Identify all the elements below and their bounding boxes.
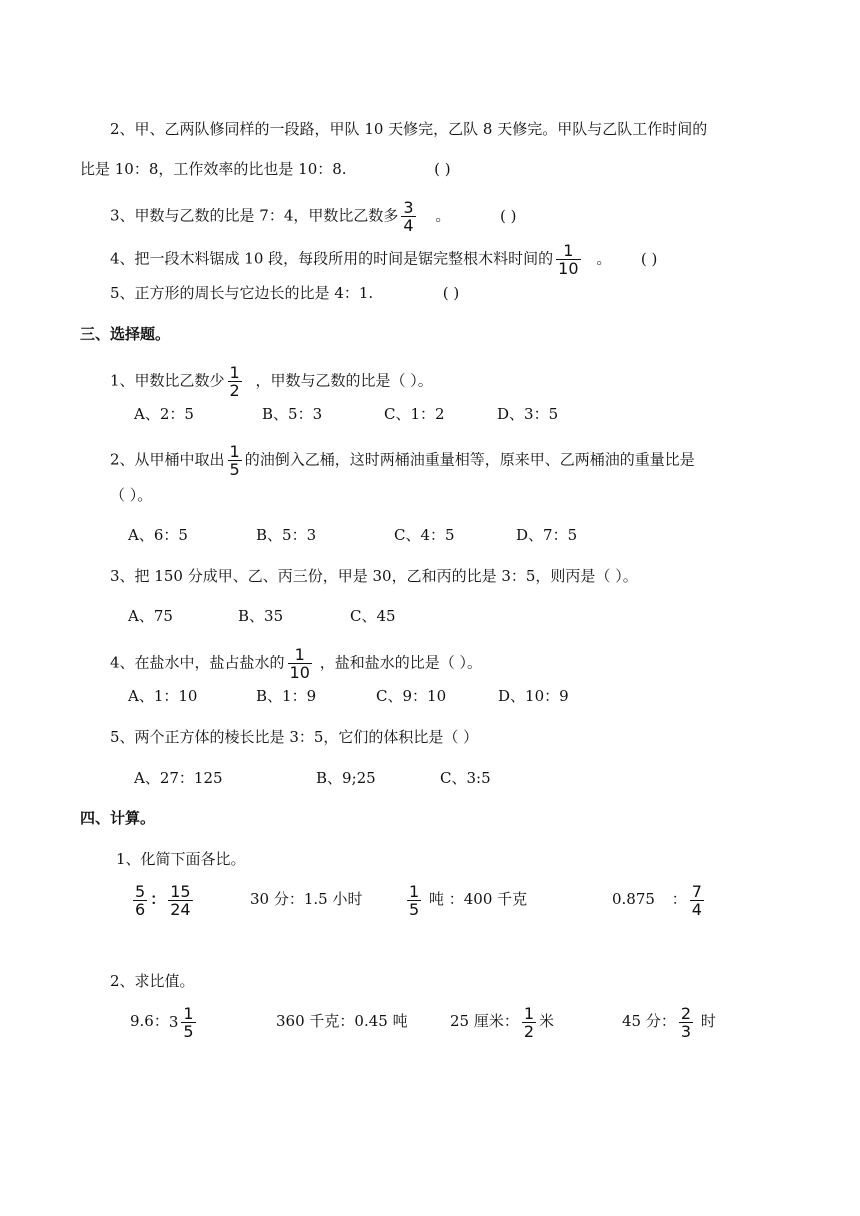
choice-q1-option-d[interactable]: D、3：5 [497,405,559,423]
choice-q1: 1、甲数比乙数少 $\frac{1}{2}$ ，甲数与乙数的比是（ ）。 [110,363,433,400]
calc-p2-expr1-mixed: 3 $\frac{1}{5}$ [168,1003,194,1041]
judge-q2-text: 比是 10：8，工作效率的比也是 10：8. [80,160,347,178]
judge-q4-text: 4、把一段木料锯成 10 段，每段所用的时间是锯完整根木料时间的 [110,249,554,268]
choice-q2-option-c[interactable]: C、4：5 [394,526,455,544]
judge-q5 [110,283,459,303]
judge-q5-text: 5、正方形的周长与它边长的比是 4：1. [110,284,374,302]
calc-part2-title: 2、求比值。 [110,972,195,990]
choice-q5-option-a[interactable]: A、27：125 [134,769,223,787]
judge-q2-line1: 2、甲、乙两队修同样的一段路，甲队 10 天修完，乙队 8 天修完。甲队与乙队工作时间的 [110,120,708,138]
judge-q2-answer-paren: ( ) [434,160,451,178]
calc-p1-expr3: $\frac{1}{5}$ 吨 ：400 千克 [409,881,528,919]
choice-q4-option-d[interactable]: D、10：9 [498,687,569,705]
calc-p1-expr1: $\frac{5}{6}$ ： $\frac{15}{24}$ [135,881,191,919]
judge-q3-answer-paren: ( ) [499,206,517,225]
calc-p1-expr1-frac1: $\frac{5}{6}$ [135,881,146,919]
choice-q4-option-a[interactable]: A、1：10 [128,687,198,705]
section4-title: 四、计算。 [80,809,156,827]
choice-q2-line2: （ ）。 [110,486,153,504]
judge-q4: 4、把一段木料锯成 10 段，每段所用的时间是锯完整根木料时间的 $\frac{1}{10}$ 。 ( ) [110,241,658,278]
choice-q5: 5、两个正方体的棱长比是 3：5，它们的体积比是（ ） [110,728,479,746]
choice-q1-fraction: $\frac{1}{2}$ [229,363,240,400]
choice-q1-option-b[interactable]: B、5：3 [262,405,323,423]
judge-q5-answer-paren: ( ) [442,284,460,302]
choice-q4-option-b[interactable]: B、1：9 [256,687,317,705]
calc-p2-expr1: 9.6： 3 $\frac{1}{5}$ [130,1002,199,1041]
choice-q2-option-a[interactable]: A、6：5 [128,526,188,544]
calc-p1-expr3-frac: $\frac{1}{5}$ [409,881,420,919]
judge-q3-fraction: $\frac{3}{4}$ [403,198,414,235]
calc-p1-expr2: 30 分：1.5 小时 [250,890,363,908]
choice-q3-option-a[interactable]: A、75 [128,607,173,625]
calc-p2-expr3: 25 厘米： $\frac{1}{2}$ 米 [450,1003,555,1041]
calc-p2-expr4: 45 分： $\frac{2}{3}$ 时 [622,1003,716,1041]
judge-q3: 3、甲数与乙数的比是 7：4，甲数比乙数多 $\frac{3}{4}$ 。 ( ) [110,198,517,235]
choice-q3: 3、把 150 分成甲、乙、丙三份，甲是 30，乙和丙的比是 3：5，则丙是（ ）。 [110,567,638,585]
section3-title: 三、选择题。 [80,325,171,343]
choice-q3-option-b[interactable]: B、35 [238,607,284,625]
calc-p1-expr4-frac: $\frac{7}{4}$ [691,881,702,919]
calc-part1-title: 1、化简下面各比。 [116,850,246,868]
judge-q4-fraction: $\frac{1}{10}$ [558,241,579,278]
judge-q4-answer-paren: ( ) [640,249,658,268]
choice-q5-option-c[interactable]: C、3:5 [440,769,491,787]
calc-p1-expr1-frac2: $\frac{15}{24}$ [170,881,191,919]
choice-q2: 2、从甲桶中取出 $\frac{1}{5}$ 的油倒入乙桶，这时两桶油重量相等，原来甲、乙两桶油的重量比是 [110,442,695,479]
choice-q2-fraction: $\frac{1}{5}$ [229,442,240,479]
calc-p2-expr4-frac: $\frac{2}{3}$ [680,1003,692,1041]
choice-q5-option-b[interactable]: B、9;25 [316,769,376,787]
choice-q2-option-d[interactable]: D、7：5 [516,526,578,544]
choice-q1-option-a[interactable]: A、2：5 [134,405,194,423]
judge-q2-line2 [80,159,451,179]
calc-p2-expr3-frac: $\frac{1}{2}$ [523,1003,535,1041]
calc-p2-expr2: 360 千克：0.45 吨 [276,1012,408,1030]
choice-q4: 4、在盐水中，盐占盐水的 $\frac{1}{10}$ ，盐和盐水的比是（ ）。 [110,645,482,682]
calc-p1-expr4: 0.875 ： $\frac{7}{4}$ [612,881,702,919]
choice-q3-option-c[interactable]: C、45 [350,607,396,625]
judge-q3-text: 3、甲数与乙数的比是 7：4，甲数比乙数多 [110,206,399,225]
choice-q1-option-c[interactable]: C、1：2 [384,405,445,423]
choice-q4-fraction: $\frac{1}{10}$ [289,645,310,682]
choice-q2-option-b[interactable]: B、5：3 [256,526,317,544]
choice-q4-option-c[interactable]: C、9：10 [376,687,447,705]
